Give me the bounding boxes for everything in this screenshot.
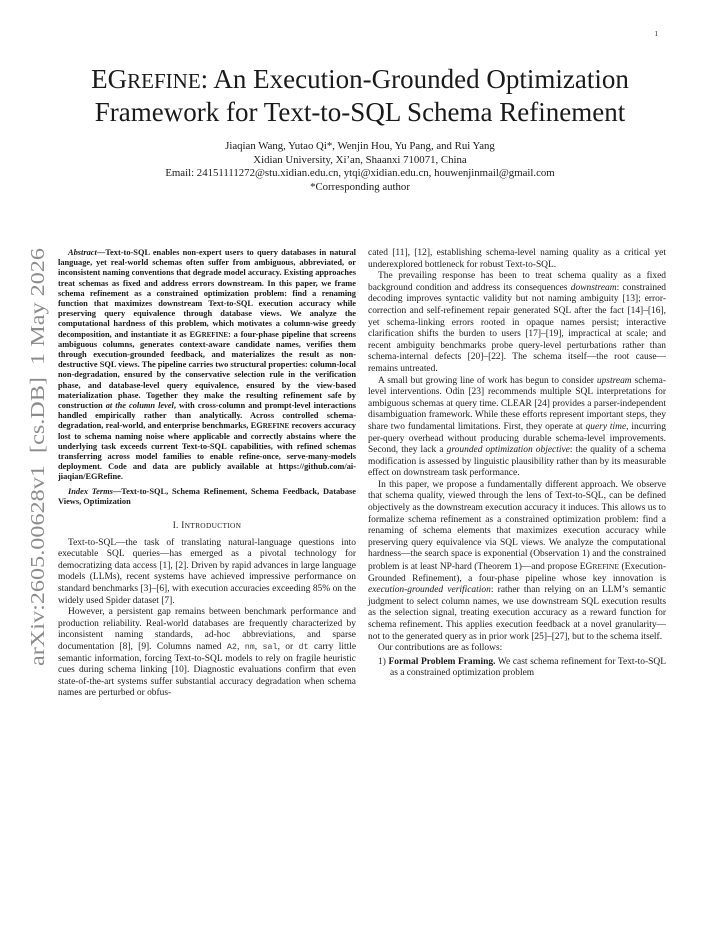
intro-paragraph-2: However, a persistent gap remains between benchmark performance and production reliability. Real-world databases are frequently characterized by inconsistent naming standards, ad-hoc abbreviations, and sparse documentation [8], [9]. Columns named A2, nm, sal, or dt carry little semantic information, forcing Text-to-SQL models to rely on fragile heuristic cues during schema linking [10]. Diagnostic evaluations confirm that even state-of-the-art systems suffer substantial accuracy degradation when schema names are perturbed or obfus- xyxy=(58,607,357,699)
page-number: 1 xyxy=(654,30,658,38)
intro-paragraph-3: The prevailing response has been to treat schema quality as a fixed background condition and address its consequences downstream: constrained decoding improves syntactic validity but not naming ambiguity [13]; error-correction and self-refinement repair generated SQL after the fact [14]–[16], yet schema-linking errors rooted in opaque names persist; interactive clarification shifts the burden to users [17]–[19], impractical at scale; and recent ambiguity benchmarks probe query-level perturbations rather than schema-internal defects [20]–[22]. The schema itself—the root cause—remains untreated. xyxy=(368,271,666,374)
intro-paragraph-2-continued: cated [11], [12], establishing schema-level naming quality as a critical yet underexplored bottleneck for robust Text-to-SQL. xyxy=(368,248,666,270)
title-line-1: EGREFINE: An Execution-Grounded Optimization xyxy=(91,64,629,94)
arxiv-identifier-text: arXiv:2605.00628v1 [cs.DB] 1 May 2026 xyxy=(28,329,49,666)
paper-title xyxy=(0,64,720,128)
abstract: Abstract—Text-to-SQL enables non-expert users to query databases in natural language, yet real-world schemas often suffer from ambiguous, abbreviated, or inconsistent naming conventions that degrade model accuracy. Existing approaches treat schemas as fixed and address errors downstream. In this paper, we frame schema refinement as a constrained optimization problem: find a renaming function that maximizes downstream Text-to-SQL execution accuracy while preserving query equivalence through database views. We analyze the computational hardness of this problem, which motivates a column-wise greedy decomposition, and instantiate it as EGREFINE: a four-phase pipeline that screens ambiguous columns, generates context-aware candidate names, verifies them through execution-grounded feedback, and materializes the result as non-destructive SQL views. The pipeline carries two structural properties: column-local non-degradation, ensured by the conservative selection rule in the verification phase, and database-level query equivalence, ensured by the view-based materialization phase. Together they make the resulting refinement safe by construction at the column level, with cross-column and prompt-level interactions handled empirically rather than analytically. Across controlled schema-degradation, real-world, and enterprise benchmarks, EGREFINE recovers accuracy lost to schema naming noise where applicable and correctly abstains where the underlying task exceeds current Text-to-SQL capabilities, with refined schemas transferring across model families to enable refine-once, serve-many-models deployment. Code and data are publicly available at https://github.com/ai-jiaqian/EGRefine. xyxy=(58,248,356,482)
intro-paragraph-4: A small but growing line of work has begun to consider upstream schema-level interventions. Odin [23] recommends multiple SQL interpretations for ambiguous schemas at query time. CLEAR [24] provides a parser-independent disambiguation framework. While these efforts represent important steps, they share two fundamental limitations. First, they operate at query time, incurring per-query overhead without producing durable schema-level improvements. Second, they lack a grounded optimization objective: the quality of a schema modification is assessed by linguistic plausibility rather than by its measurable effect on downstream task performance. xyxy=(368,375,666,479)
author-block xyxy=(0,140,720,194)
arxiv-identifier xyxy=(18,246,58,666)
title-line-2: Framework for Text-to-SQL Schema Refinement xyxy=(94,97,626,127)
contribution-item-1: 1) Formal Problem Framing. We cast schema refinement for Text-to-SQL as a constrained optimization problem xyxy=(378,656,666,679)
author-names: Jiaqian Wang, Yutao Qi*, Wenjin Hou, Yu Pang, and Rui Yang xyxy=(225,140,495,152)
intro-paragraph-5: In this paper, we propose a fundamentally different approach. We observe that schema quality, viewed through the lens of Text-to-SQL, can be defined objectively as the downstream execution accuracy it induces. This allows us to formalize schema refinement as a constrained optimization problem: find a renaming of schema elements that maximizes execution accuracy while preserving query equivalence via SQL views. We analyze the computational hardness—the search space is exponential (Observation 1) and the constrained problem is at least NP-hard (Theorem 1)—and propose EGREFINE (Execution-Grounded Refinement), a four-phase pipeline whose key innovation is execution-grounded verification: rather than relying on an LLM’s semantic judgment to select column names, we use downstream SQL execution results as the selection signal, treating execution accuracy as a reward function for schema refinement. This applies execution feedback at a novel granularity—not to the generated query as in prior work [25]–[27], but to the schema itself. xyxy=(368,479,666,642)
index-terms: Index Terms—Text-to-SQL, Schema Refinement, Schema Feedback, Database Views, Optimization xyxy=(58,486,357,506)
intro-paragraph-6: Our contributions are as follows: xyxy=(378,643,503,654)
author-emails: Email: 24151111272@stu.xidian.edu.cn, ytqi@xidian.edu.cn, houwenjinmail@gmail.com xyxy=(165,167,555,179)
intro-paragraph-1: Text-to-SQL—the task of translating natural-language questions into executable SQL queries—has emerged as a pivotal technology for democratizing data access [1], [2]. Driven by rapid advances in large language models (LLMs), recent systems have achieved impressive performance on standard benchmarks [3]–[6], with execution accuracies exceeding 85% on the widely used Spider dataset [7]. xyxy=(58,537,356,606)
corresponding-author-note: *Corresponding author xyxy=(310,180,410,193)
author-affiliation: Xidian University, Xi’an, Shaanxi 710071, China xyxy=(253,153,467,166)
right-column xyxy=(368,248,666,680)
section-heading-introduction: I. INTRODUCTION xyxy=(172,520,242,531)
left-column xyxy=(58,248,356,700)
